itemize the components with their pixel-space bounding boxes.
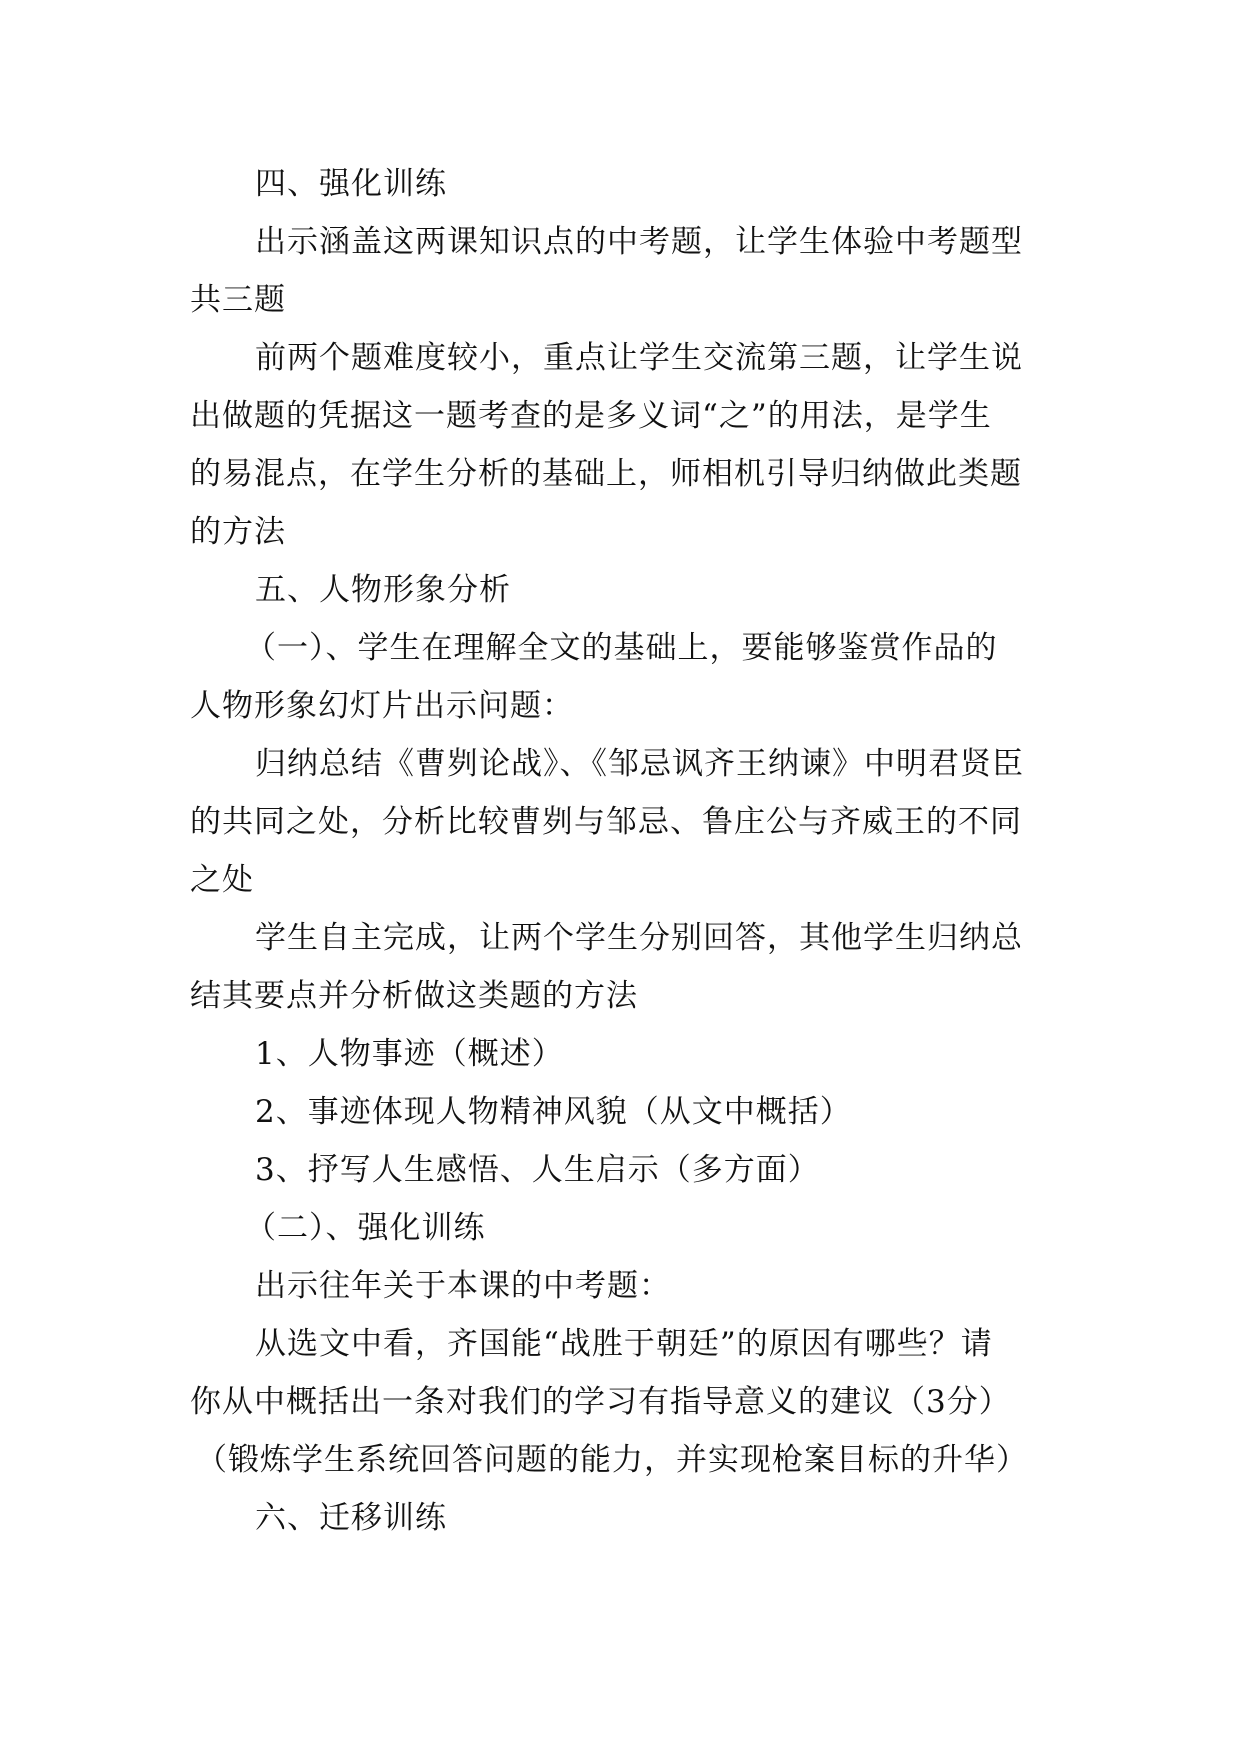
paragraph-line: （锻炼学生系统回答问题的能力，并实现枪案目标的升华） (196, 1442, 1028, 1478)
paragraph-line: 的易混点，在学生分析的基础上，师相机引导归纳做此类题 (190, 456, 1022, 492)
paragraph-line: 从选文中看，齐国能“战胜于朝廷”的原因有哪些？请 (255, 1326, 993, 1362)
heading-transfer-training: 六、迁移训练 (255, 1500, 447, 1536)
paragraph-line: 人物形象幻灯片出示问题： (190, 688, 574, 724)
list-item: 2、事迹体现人物精神风貌（从文中概括） (255, 1094, 852, 1130)
heading-strengthen-training: 四、强化训练 (255, 166, 447, 202)
paragraph-line: 前两个题难度较小，重点让学生交流第三题，让学生说 (255, 340, 1023, 376)
paragraph-line: 出示涵盖这两课知识点的中考题，让学生体验中考题型 (255, 224, 1023, 260)
heading-character-analysis: 五、人物形象分析 (255, 572, 511, 608)
paragraph-line: 你从中概括出一条对我们的学习有指导意义的建议（3分） (190, 1384, 1011, 1420)
paragraph-line: 出示往年关于本课的中考题： (255, 1268, 671, 1304)
paragraph-line: 学生自主完成，让两个学生分别回答，其他学生归纳总 (255, 920, 1023, 956)
paragraph-line: 的方法 (190, 514, 286, 550)
paragraph-line: 归纳总结《曹刿论战》、《邹忌讽齐王纳谏》中明君贤臣 (255, 746, 1024, 782)
paragraph-line: 共三题 (190, 282, 286, 318)
paragraph-line: 的共同之处，分析比较曹刿与邹忌、鲁庄公与齐威王的不同 (190, 804, 1022, 840)
list-item: 3、抒写人生感悟、人生启示（多方面） (255, 1152, 820, 1188)
list-item: 1、人物事迹（概述） (255, 1036, 564, 1072)
subheading-strengthen-training: （二）、强化训练 (245, 1210, 486, 1246)
paragraph-line: 之处 (190, 862, 254, 898)
paragraph-line: 结其要点并分析做这类题的方法 (190, 978, 638, 1014)
paragraph-line: 出做题的凭据这一题考查的是多义词“之”的用法，是学生 (190, 398, 992, 434)
paragraph-line: （一）、学生在理解全文的基础上，要能够鉴赏作品的 (245, 630, 998, 666)
